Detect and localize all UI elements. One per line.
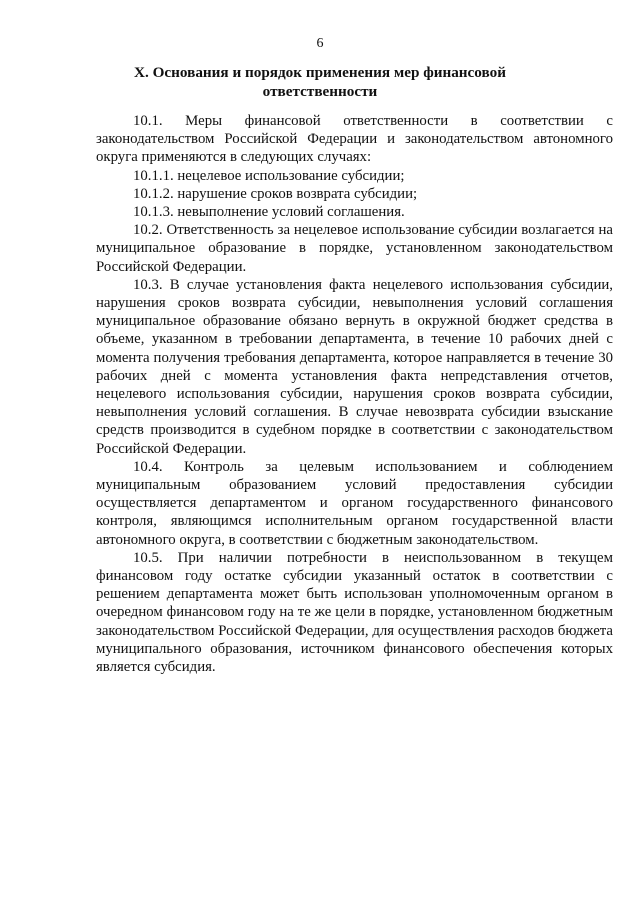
paragraph-10-1-3: 10.1.3. невыполнение условий соглашения. [133,204,405,221]
section-heading-line-2: ответственности [262,83,378,100]
paragraph-10-4: 10.4. Контроль за целевым использованием и соблюдением муниципальным образованием условий предоставления субсидии осуществляется департаментом и органом государственного финансового контроля, являющимся исполнительным органом государственной власти автономного округа, в соответствии с бюджетным законодательством. [96,458,613,548]
paragraph-10-1-2: 10.1.2. нарушение сроков возврата субсидии; [133,185,418,202]
section-body [96,112,613,676]
page-number: 6 [316,36,324,51]
paragraph-10-3: 10.3. В случае установления факта нецелевого использования субсидии, нарушения сроков возврата субсидии, невыполнения условий соглашения муниципальное образование обязано вернуть в окружной бюджет средства в объеме, указанном в требовании департамента, в течение 10 рабочих дней с момента получения требования департамента, которое направляется в течение 30 рабочих дней с момента установления факта непредставления отчетов, нецелевого использования субсидии, нарушения сроков возврата субсидии, невыполнения условий соглашения. В случае невозврата субсидии взыскание средств производится в судебном порядке в соответствии с законодательством Российской Федерации. [96,276,613,457]
section-heading-line-1: X. Основания и порядок применения мер финансовой [134,64,506,81]
paragraph-10-1-1: 10.1.1. нецелевое использование субсидии; [133,167,405,184]
paragraph-10-5: 10.5. При наличии потребности в неиспользованном в текущем финансовом году остатке субсидии указанный остаток в соответствии с решением департамента может быть использован уполномоченным органом в очередном финансовом году на те же цели в порядке, установленном бюджетным законодательством Российской Федерации, для осуществления расходов бюджета муниципального образования, источником финансового обеспечения которых является субсидия. [96,549,613,676]
section-heading [100,63,540,101]
paragraph-10-1: 10.1. Меры финансовой ответственности в соответствии с законодательством Российской Федерации и законодательством автономного округа применяются в следующих случаях: [96,113,613,166]
paragraph-10-2: 10.2. Ответственность за нецелевое использование субсидии возлагается на муниципальное образование в порядке, установленном законодательством Российской Федерации. [96,222,613,275]
